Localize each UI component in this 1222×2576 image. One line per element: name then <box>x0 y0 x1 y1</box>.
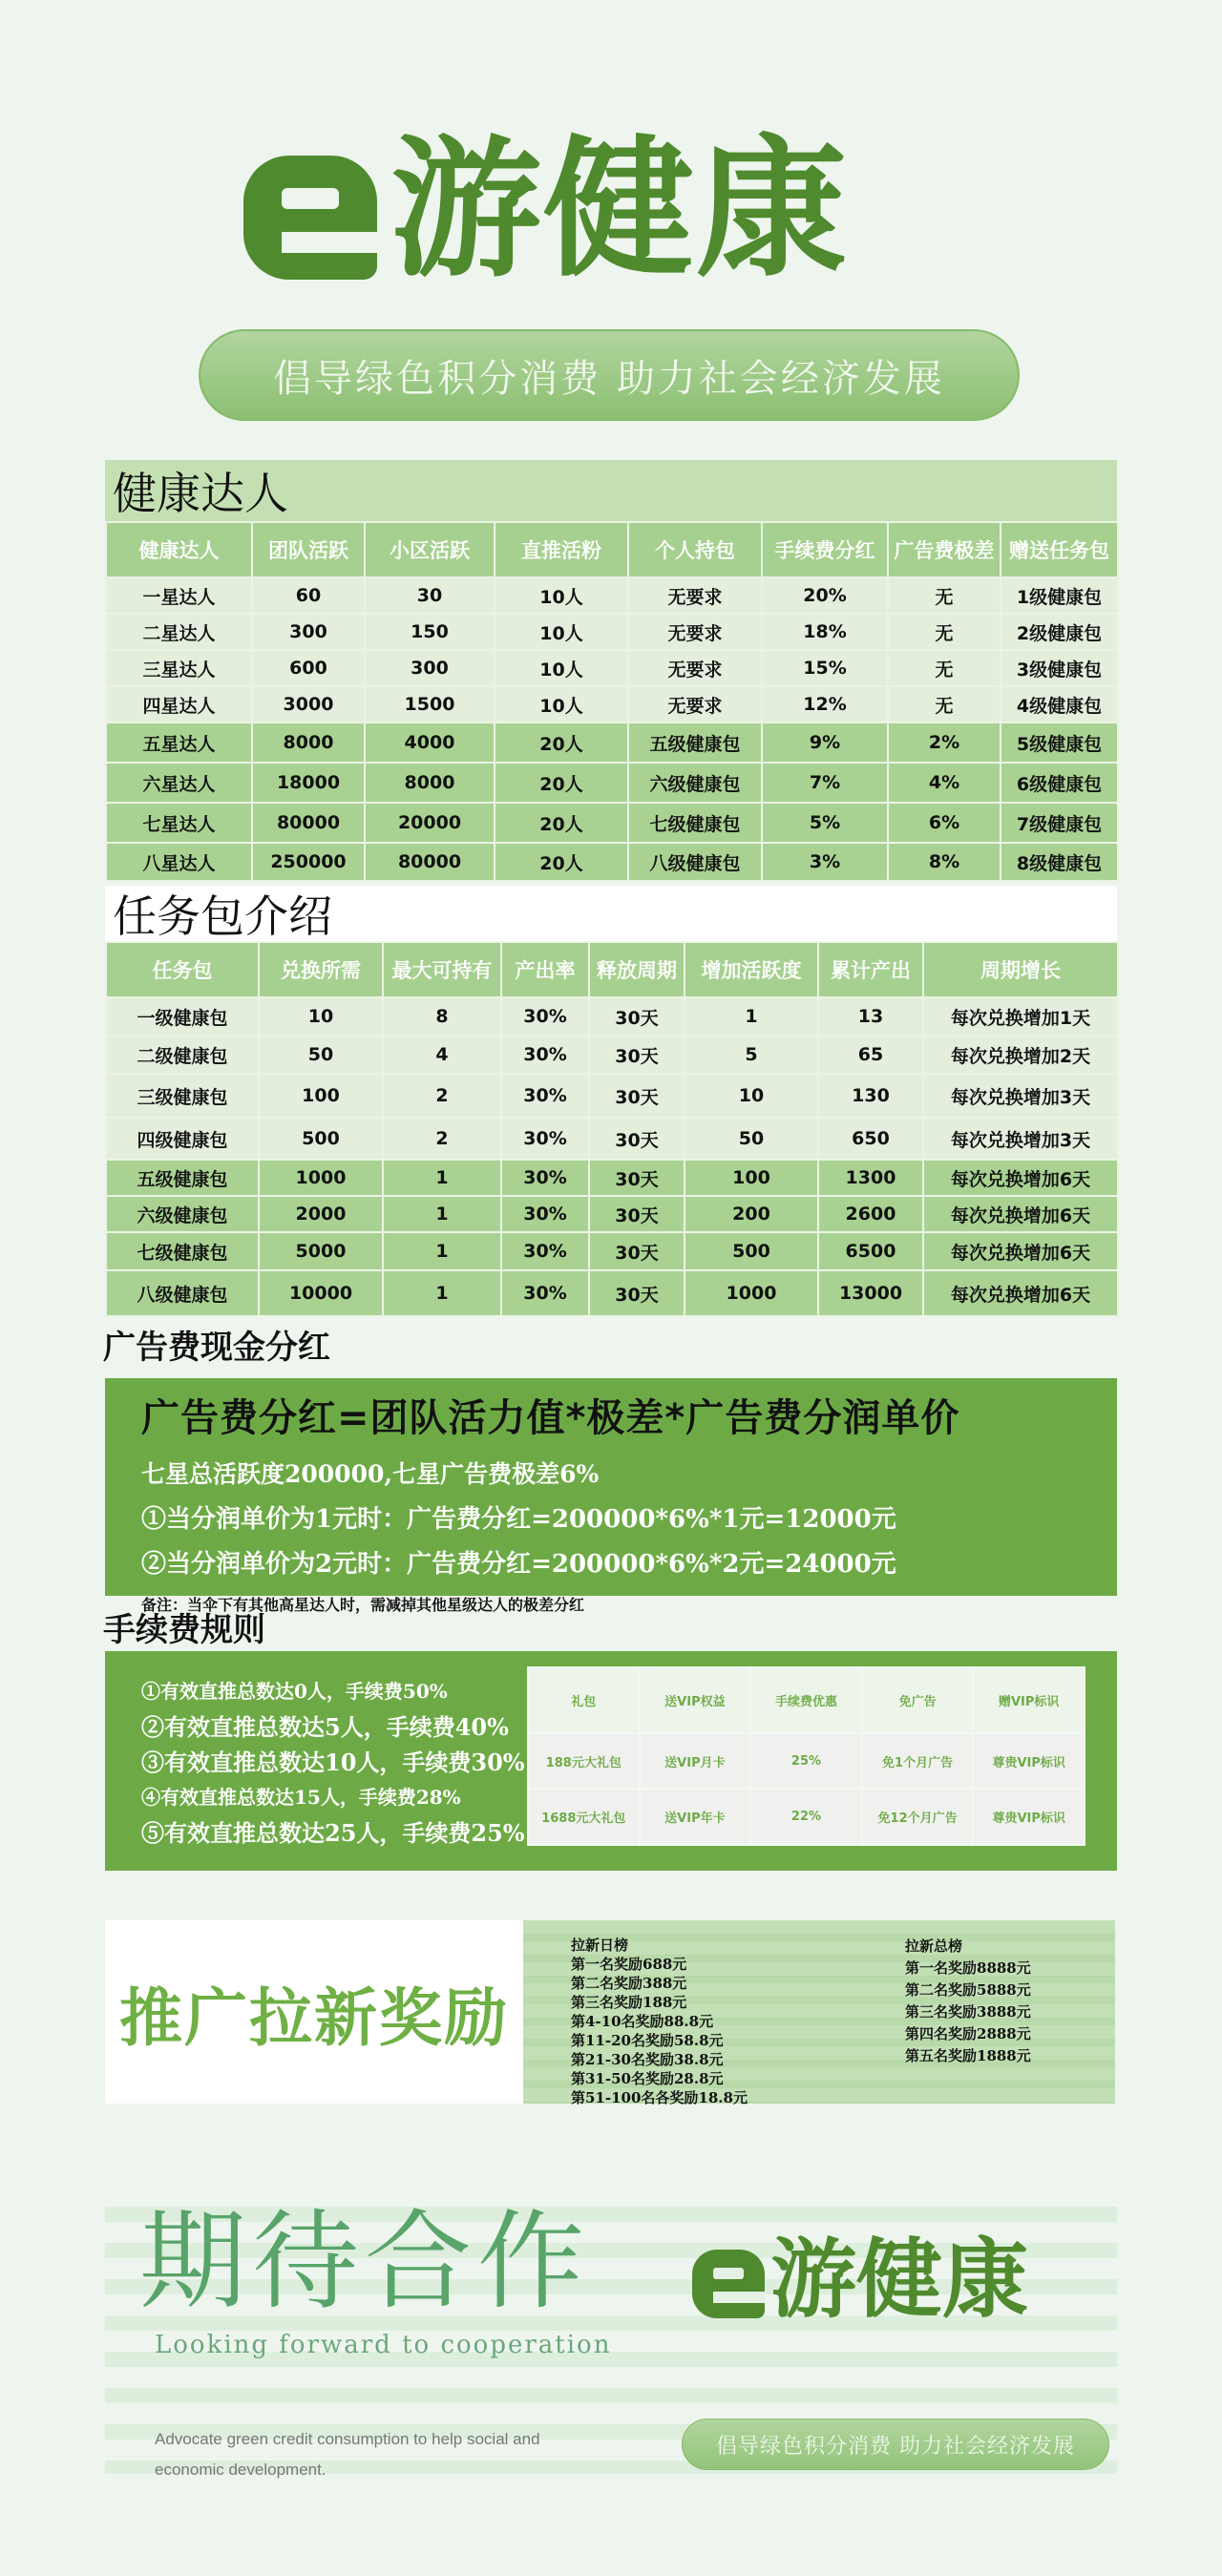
table-cell: 1300 <box>818 1160 923 1196</box>
table-cell: 一星达人 <box>106 577 252 614</box>
table-cell: 130 <box>818 1074 923 1118</box>
cooperation-heading: 期待合作 <box>139 2200 590 2324</box>
table-cell: 无要求 <box>628 686 762 723</box>
promotion-title: 推广拉新奖励 <box>119 1980 509 2055</box>
table-cell: 20% <box>762 577 888 614</box>
table-cell: 5% <box>762 803 888 843</box>
packages-column-header: 增加活跃度 <box>685 942 818 997</box>
table-cell: 六星达人 <box>106 763 252 803</box>
table-cell: 5级健康包 <box>1001 723 1118 763</box>
table-cell: 4000 <box>365 723 495 763</box>
table-cell: 3% <box>762 843 888 881</box>
table-row <box>106 803 1118 843</box>
table-cell: 六级健康包 <box>628 763 762 803</box>
table-cell: 2 <box>383 1074 501 1118</box>
brand-name: 游健康 <box>390 122 849 298</box>
footer-description: Advocate green credit consumption to help social and economic development. <box>155 2430 540 2479</box>
table-cell: 7级健康包 <box>1001 803 1118 843</box>
table-cell: 三级健康包 <box>106 1074 259 1118</box>
table-cell: 30天 <box>589 1074 685 1118</box>
table-cell: 无要求 <box>628 614 762 650</box>
table-cell: 八级健康包 <box>106 1270 259 1316</box>
table-cell: 30天 <box>589 1118 685 1160</box>
vip-row <box>528 1789 1085 1845</box>
table-cell: 300 <box>252 614 365 650</box>
table-cell: 5 <box>685 1036 818 1074</box>
footer-slogan-pill <box>682 2419 1109 2470</box>
total-reward: 第一名奖励8888元 <box>905 1959 1031 1977</box>
table-cell: 无 <box>888 577 1001 614</box>
table-cell: 30% <box>501 1160 589 1196</box>
promotion-title-panel <box>105 1920 523 2104</box>
packages-header-row <box>106 942 1118 997</box>
fee-rule: ⑤有效直推总数达25人，手续费25% <box>141 1819 525 1847</box>
table-cell: 18000 <box>252 763 365 803</box>
table-cell: 4% <box>888 763 1001 803</box>
table-cell: 30% <box>501 1232 589 1270</box>
table-cell: 30% <box>501 1270 589 1316</box>
table-cell: 30% <box>501 997 589 1036</box>
table-cell: 七星达人 <box>106 803 252 843</box>
ad-fee-case-1: ①当分润单价为1元时：广告费分红=200000*6%*1元=12000元 <box>141 1505 896 1534</box>
vip-header: 手续费优惠 <box>750 1667 862 1733</box>
table-cell: 8 <box>383 997 501 1036</box>
table-cell: 七级健康包 <box>628 803 762 843</box>
experts-column-header: 赠送任务包 <box>1001 522 1118 577</box>
table-cell: 20人 <box>495 803 628 843</box>
table-cell: 30 <box>365 577 495 614</box>
table-cell: 2000 <box>259 1196 383 1232</box>
table-cell: 10 <box>685 1074 818 1118</box>
ad-fee-example: 七星总活跃度200000,七星广告费极差6% <box>141 1460 600 1488</box>
footer-brand-name: 游健康 <box>770 2230 1028 2330</box>
total-ranking-title: 拉新总榜 <box>905 1937 963 1955</box>
table-cell: 四级健康包 <box>106 1118 259 1160</box>
table-cell: 七级健康包 <box>106 1232 259 1270</box>
table-cell: 1 <box>383 1232 501 1270</box>
total-reward: 第二名奖励5888元 <box>905 1981 1031 1999</box>
table-row <box>106 614 1118 650</box>
experts-column-header: 团队活跃 <box>252 522 365 577</box>
table-cell: 30% <box>501 1036 589 1074</box>
table-cell: 100 <box>685 1160 818 1196</box>
table-row <box>106 577 1118 614</box>
experts-title: 健康达人 <box>105 460 1117 521</box>
total-ranking <box>905 1936 1031 2067</box>
vip-cell: 22% <box>750 1789 862 1845</box>
table-cell: 30天 <box>589 1232 685 1270</box>
ad-fee-formula: 广告费分红=团队活力值*极差*广告费分润单价 <box>141 1396 960 1440</box>
table-cell: 8% <box>888 843 1001 881</box>
table-row <box>106 843 1118 881</box>
slogan-banner <box>199 329 1020 421</box>
packages-column-header: 最大可持有 <box>383 942 501 997</box>
total-reward: 第四名奖励2888元 <box>905 2025 1031 2042</box>
table-cell: 50 <box>685 1118 818 1160</box>
daily-reward: 第三名奖励188元 <box>571 1994 687 2011</box>
table-cell: 650 <box>818 1118 923 1160</box>
table-row <box>106 1074 1118 1118</box>
experts-table <box>105 521 1119 882</box>
brand-logo <box>243 115 931 305</box>
table-cell: 八星达人 <box>106 843 252 881</box>
experts-header-row <box>106 522 1118 577</box>
table-cell: 每次兑换增加1天 <box>923 997 1118 1036</box>
table-cell: 八级健康包 <box>628 843 762 881</box>
table-cell: 三星达人 <box>106 650 252 686</box>
table-row <box>106 997 1118 1036</box>
total-reward: 第五名奖励1888元 <box>905 2047 1031 2064</box>
table-row <box>106 650 1118 686</box>
packages-title: 任务包介绍 <box>105 886 1117 941</box>
table-cell: 200 <box>685 1196 818 1232</box>
table-cell: 6级健康包 <box>1001 763 1118 803</box>
table-cell: 1 <box>383 1270 501 1316</box>
packages-column-header: 累计产出 <box>818 942 923 997</box>
table-cell: 20人 <box>495 763 628 803</box>
table-cell: 1 <box>383 1160 501 1196</box>
experts-section <box>105 460 1117 882</box>
ad-fee-note: 备注：当伞下有其他高星达人时，需减掉其他星级达人的极差分红 <box>141 1596 585 1614</box>
table-cell: 80000 <box>365 843 495 881</box>
table-cell: 3级健康包 <box>1001 650 1118 686</box>
table-cell: 4 <box>383 1036 501 1074</box>
packages-column-header: 释放周期 <box>589 942 685 997</box>
table-cell: 500 <box>685 1232 818 1270</box>
table-cell: 无要求 <box>628 650 762 686</box>
table-cell: 10000 <box>259 1270 383 1316</box>
table-cell: 60 <box>252 577 365 614</box>
table-cell: 每次兑换增加6天 <box>923 1232 1118 1270</box>
table-cell: 30% <box>501 1118 589 1160</box>
packages-column-header: 任务包 <box>106 942 259 997</box>
packages-column-header: 产出率 <box>501 942 589 997</box>
table-cell: 四星达人 <box>106 686 252 723</box>
vip-cell: 尊贵VIP标识 <box>973 1789 1085 1845</box>
table-cell: 30天 <box>589 997 685 1036</box>
table-cell: 300 <box>365 650 495 686</box>
table-cell: 20人 <box>495 843 628 881</box>
table-cell: 30天 <box>589 1160 685 1196</box>
ad-fee-title: 广告费现金分红 <box>103 1329 330 1367</box>
slogan-text: 倡导绿色积分消费 助力社会经济发展 <box>273 356 945 401</box>
table-cell: 80000 <box>252 803 365 843</box>
fee-rule: ①有效直推总数达0人，手续费50% <box>141 1680 448 1703</box>
table-cell: 1000 <box>259 1160 383 1196</box>
fee-rule: ④有效直推总数达15人，手续费28% <box>141 1786 461 1809</box>
vip-header: 赠VIP标识 <box>973 1667 1085 1733</box>
table-cell: 30天 <box>589 1270 685 1316</box>
total-reward: 第三名奖励3888元 <box>905 2003 1031 2021</box>
fee-rules-list <box>141 1674 525 1851</box>
table-cell: 20人 <box>495 723 628 763</box>
table-cell: 12% <box>762 686 888 723</box>
table-cell: 每次兑换增加2天 <box>923 1036 1118 1074</box>
vip-cell: 25% <box>750 1733 862 1790</box>
daily-reward: 第二名奖励388元 <box>571 1975 687 1992</box>
table-row <box>106 1232 1118 1270</box>
experts-column-header: 健康达人 <box>106 522 252 577</box>
table-row <box>106 1270 1118 1316</box>
table-cell: 10人 <box>495 686 628 723</box>
table-row <box>106 686 1118 723</box>
footer-brand-logo <box>692 2230 1028 2330</box>
daily-ranking-title: 拉新日榜 <box>571 1937 629 1954</box>
packages-column-header: 兑换所需 <box>259 942 383 997</box>
table-cell: 8000 <box>365 763 495 803</box>
daily-ranking <box>571 1936 748 2107</box>
table-cell: 3000 <box>252 686 365 723</box>
table-cell: 2级健康包 <box>1001 614 1118 650</box>
table-cell: 10人 <box>495 614 628 650</box>
fee-rule: ②有效直推总数达5人，手续费40% <box>141 1713 509 1741</box>
vip-header: 免广告 <box>862 1667 974 1733</box>
table-cell: 无 <box>888 686 1001 723</box>
packages-section <box>105 886 1117 1317</box>
table-cell: 30天 <box>589 1196 685 1232</box>
table-row <box>106 1118 1118 1160</box>
experts-column-header: 个人持包 <box>628 522 762 577</box>
table-cell: 9% <box>762 723 888 763</box>
table-cell: 50 <box>259 1036 383 1074</box>
vip-header-row <box>528 1667 1085 1733</box>
table-cell: 二级健康包 <box>106 1036 259 1074</box>
table-cell: 6500 <box>818 1232 923 1270</box>
table-cell: 2% <box>888 723 1001 763</box>
fee-rules-title: 手续费规则 <box>103 1611 265 1649</box>
vip-cell: 1688元大礼包 <box>528 1789 640 1845</box>
table-cell: 2 <box>383 1118 501 1160</box>
table-cell: 5000 <box>259 1232 383 1270</box>
table-cell: 20000 <box>365 803 495 843</box>
table-cell: 每次兑换增加3天 <box>923 1074 1118 1118</box>
table-cell: 30% <box>501 1074 589 1118</box>
table-cell: 每次兑换增加6天 <box>923 1196 1118 1232</box>
packages-table <box>105 941 1119 1317</box>
table-cell: 4级健康包 <box>1001 686 1118 723</box>
table-cell: 30天 <box>589 1036 685 1074</box>
table-row <box>106 723 1118 763</box>
table-cell: 65 <box>818 1036 923 1074</box>
table-row <box>106 1036 1118 1074</box>
table-row <box>106 763 1118 803</box>
table-cell: 7% <box>762 763 888 803</box>
daily-reward: 第51-100名各奖励18.8元 <box>571 2089 748 2106</box>
vip-cell: 送VIP月卡 <box>640 1733 751 1790</box>
vip-cell: 免12个月广告 <box>862 1789 974 1845</box>
vip-cell: 尊贵VIP标识 <box>973 1733 1085 1790</box>
table-cell: 每次兑换增加6天 <box>923 1270 1118 1316</box>
table-cell: 无要求 <box>628 577 762 614</box>
table-cell: 100 <box>259 1074 383 1118</box>
fee-rules-box <box>105 1651 1117 1871</box>
experts-column-header: 手续费分红 <box>762 522 888 577</box>
table-cell: 150 <box>365 614 495 650</box>
table-cell: 15% <box>762 650 888 686</box>
table-cell: 30% <box>501 1196 589 1232</box>
table-cell: 六级健康包 <box>106 1196 259 1232</box>
table-cell: 1 <box>685 997 818 1036</box>
table-cell: 五级健康包 <box>628 723 762 763</box>
table-cell: 一级健康包 <box>106 997 259 1036</box>
table-cell: 8级健康包 <box>1001 843 1118 881</box>
vip-cell: 188元大礼包 <box>528 1733 640 1790</box>
footer-banner <box>105 2200 1117 2479</box>
promotion-rewards-panel <box>523 1920 1115 2104</box>
table-cell: 2600 <box>818 1196 923 1232</box>
table-cell: 1级健康包 <box>1001 577 1118 614</box>
vip-row <box>528 1733 1085 1790</box>
brand-e-icon <box>243 156 377 280</box>
table-cell: 1000 <box>685 1270 818 1316</box>
table-cell: 每次兑换增加3天 <box>923 1118 1118 1160</box>
experts-column-header: 直推活粉 <box>495 522 628 577</box>
vip-gift-table <box>527 1666 1085 1846</box>
packages-column-header: 周期增长 <box>923 942 1118 997</box>
cooperation-subheading: Looking forward to cooperation <box>155 2331 612 2359</box>
table-cell: 10 <box>259 997 383 1036</box>
ad-fee-box <box>105 1378 1117 1614</box>
table-row <box>106 1196 1118 1232</box>
table-cell: 五星达人 <box>106 723 252 763</box>
table-cell: 每次兑换增加6天 <box>923 1160 1118 1196</box>
table-cell: 13 <box>818 997 923 1036</box>
table-cell: 500 <box>259 1118 383 1160</box>
footer-slogan-text: 倡导绿色积分消费 助力社会经济发展 <box>716 2434 1075 2459</box>
brand-e-icon <box>692 2250 765 2318</box>
experts-column-header: 广告费极差 <box>888 522 1001 577</box>
table-cell: 1500 <box>365 686 495 723</box>
vip-cell: 送VIP年卡 <box>640 1789 751 1845</box>
table-cell: 600 <box>252 650 365 686</box>
vip-header: 礼包 <box>528 1667 640 1733</box>
experts-column-header: 小区活跃 <box>365 522 495 577</box>
daily-reward: 第一名奖励688元 <box>571 1956 687 1973</box>
fee-rule: ③有效直推总数达10人，手续费30% <box>141 1749 525 1776</box>
table-cell: 无 <box>888 614 1001 650</box>
table-cell: 10人 <box>495 577 628 614</box>
daily-reward: 第4-10名奖励88.8元 <box>571 2013 714 2030</box>
table-cell: 6% <box>888 803 1001 843</box>
table-cell: 13000 <box>818 1270 923 1316</box>
table-cell: 8000 <box>252 723 365 763</box>
ad-fee-case-2: ②当分润单价为2元时：广告费分红=200000*6%*2元=24000元 <box>141 1550 896 1579</box>
table-cell: 18% <box>762 614 888 650</box>
daily-reward: 第21-30名奖励38.8元 <box>571 2051 724 2068</box>
table-cell: 10人 <box>495 650 628 686</box>
table-cell: 二星达人 <box>106 614 252 650</box>
table-cell: 五级健康包 <box>106 1160 259 1196</box>
vip-header: 送VIP权益 <box>640 1667 751 1733</box>
daily-reward: 第31-50名奖励28.8元 <box>571 2070 724 2087</box>
vip-cell: 免1个月广告 <box>862 1733 974 1790</box>
table-cell: 1 <box>383 1196 501 1232</box>
daily-reward: 第11-20名奖励58.8元 <box>571 2032 724 2049</box>
table-row <box>106 1160 1118 1196</box>
table-cell: 无 <box>888 650 1001 686</box>
table-cell: 250000 <box>252 843 365 881</box>
